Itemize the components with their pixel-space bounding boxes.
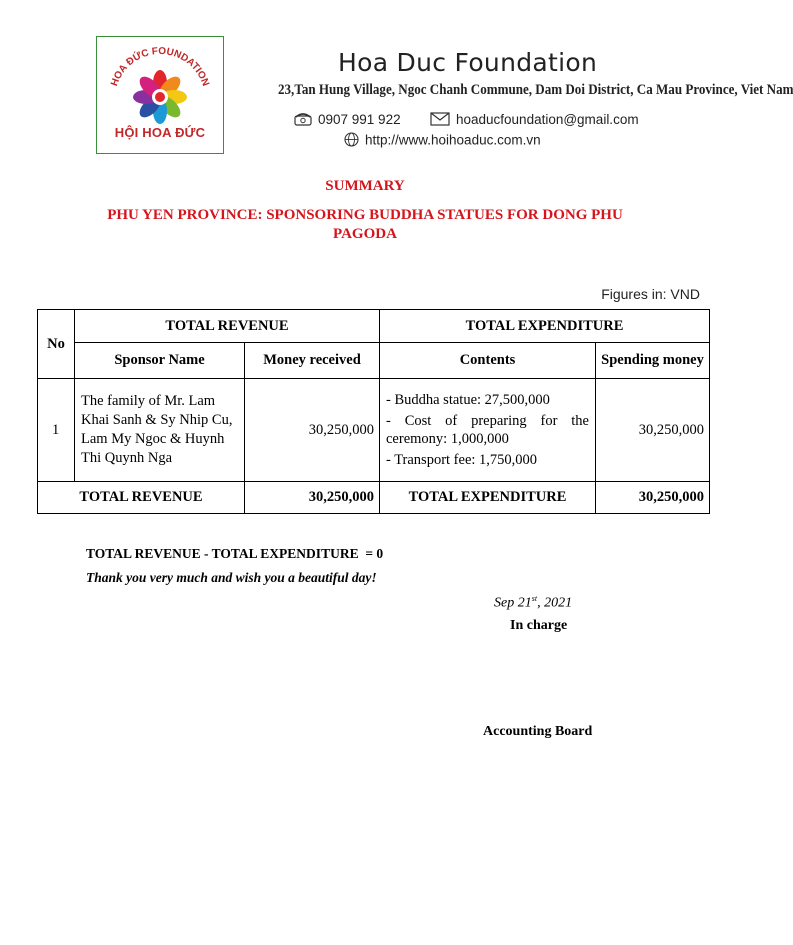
row-spending-money: 30,250,000 <box>596 379 710 482</box>
table-header-row <box>38 310 710 343</box>
phone-number: 0907 991 922 <box>318 112 401 128</box>
summary-table <box>37 309 710 514</box>
website-link[interactable]: http://www.hoihoaduc.com.vn <box>365 132 541 148</box>
total-expenditure-value: 30,250,000 <box>596 482 710 514</box>
email-contact <box>430 112 639 129</box>
phone-icon <box>294 112 312 129</box>
thank-you-note: Thank you very much and wish you a beautiful day! <box>86 570 377 585</box>
header-money-received: Money received <box>245 343 380 379</box>
email-address[interactable]: hoaducfoundation@gmail.com <box>456 112 639 128</box>
org-name: Hoa Duc Foundation <box>338 48 598 77</box>
header-total-revenue: TOTAL REVENUE <box>75 310 380 343</box>
org-address: 23,Tan Hung Village, Ngoc Chanh Commune, Dam Doi District, Ca Mau Province, Viet Nam <box>278 82 793 98</box>
globe-icon <box>344 132 359 150</box>
total-revenue-value: 30,250,000 <box>245 482 380 514</box>
logo-arc-text: HOA ĐỨC FOUNDATION <box>109 45 211 88</box>
header-total-expenditure: TOTAL EXPENDITURE <box>380 310 710 343</box>
document-title: SUMMARY <box>325 178 405 194</box>
table-total-row <box>38 482 710 514</box>
row-money-received: 30,250,000 <box>245 379 380 482</box>
content-item: - Transport fee: 1,750,000 <box>386 452 538 468</box>
envelope-icon <box>430 112 450 129</box>
content-item: - Cost of preparing for the ceremony: 1,000,000 <box>386 413 589 447</box>
header-spending-money: Spending money <box>596 343 710 379</box>
balance-statement: TOTAL REVENUE - TOTAL EXPENDITURE = 0 <box>86 546 384 561</box>
logo-flower-icon <box>97 37 223 125</box>
row-sponsor: The family of Mr. Lam Khai Sanh & Sy Nhip Cu, Lam My Ngoc & Huynh Thi Quynh Nga <box>75 379 245 482</box>
document-subtitle: PHU YEN PROVINCE: SPONSORING BUDDHA STATUES FOR DONG PHU PAGODA <box>107 207 623 242</box>
header-contents: Contents <box>380 343 596 379</box>
table-subheader-row <box>38 343 710 379</box>
total-expenditure-label: TOTAL EXPENDITURE <box>380 482 596 514</box>
signatory-accounting-board: Accounting Board <box>483 724 593 739</box>
table-row <box>38 379 710 482</box>
row-contents <box>380 379 596 482</box>
website-contact <box>344 132 541 150</box>
total-revenue-label: TOTAL REVENUE <box>38 482 245 514</box>
phone-contact <box>294 112 401 129</box>
content-item: - Buddha statue: 27,500,000 <box>386 392 550 408</box>
logo-name: HỘI HOA ĐỨC <box>114 125 206 140</box>
header-no: No <box>38 310 75 379</box>
figures-unit-note: Figures in: VND <box>601 286 700 302</box>
header-sponsor-name: Sponsor Name <box>75 343 245 379</box>
row-no: 1 <box>38 379 75 482</box>
in-charge-label: In charge <box>510 618 568 633</box>
foundation-logo <box>96 36 224 154</box>
document-date: Sep 21st, 2021 <box>494 594 573 611</box>
